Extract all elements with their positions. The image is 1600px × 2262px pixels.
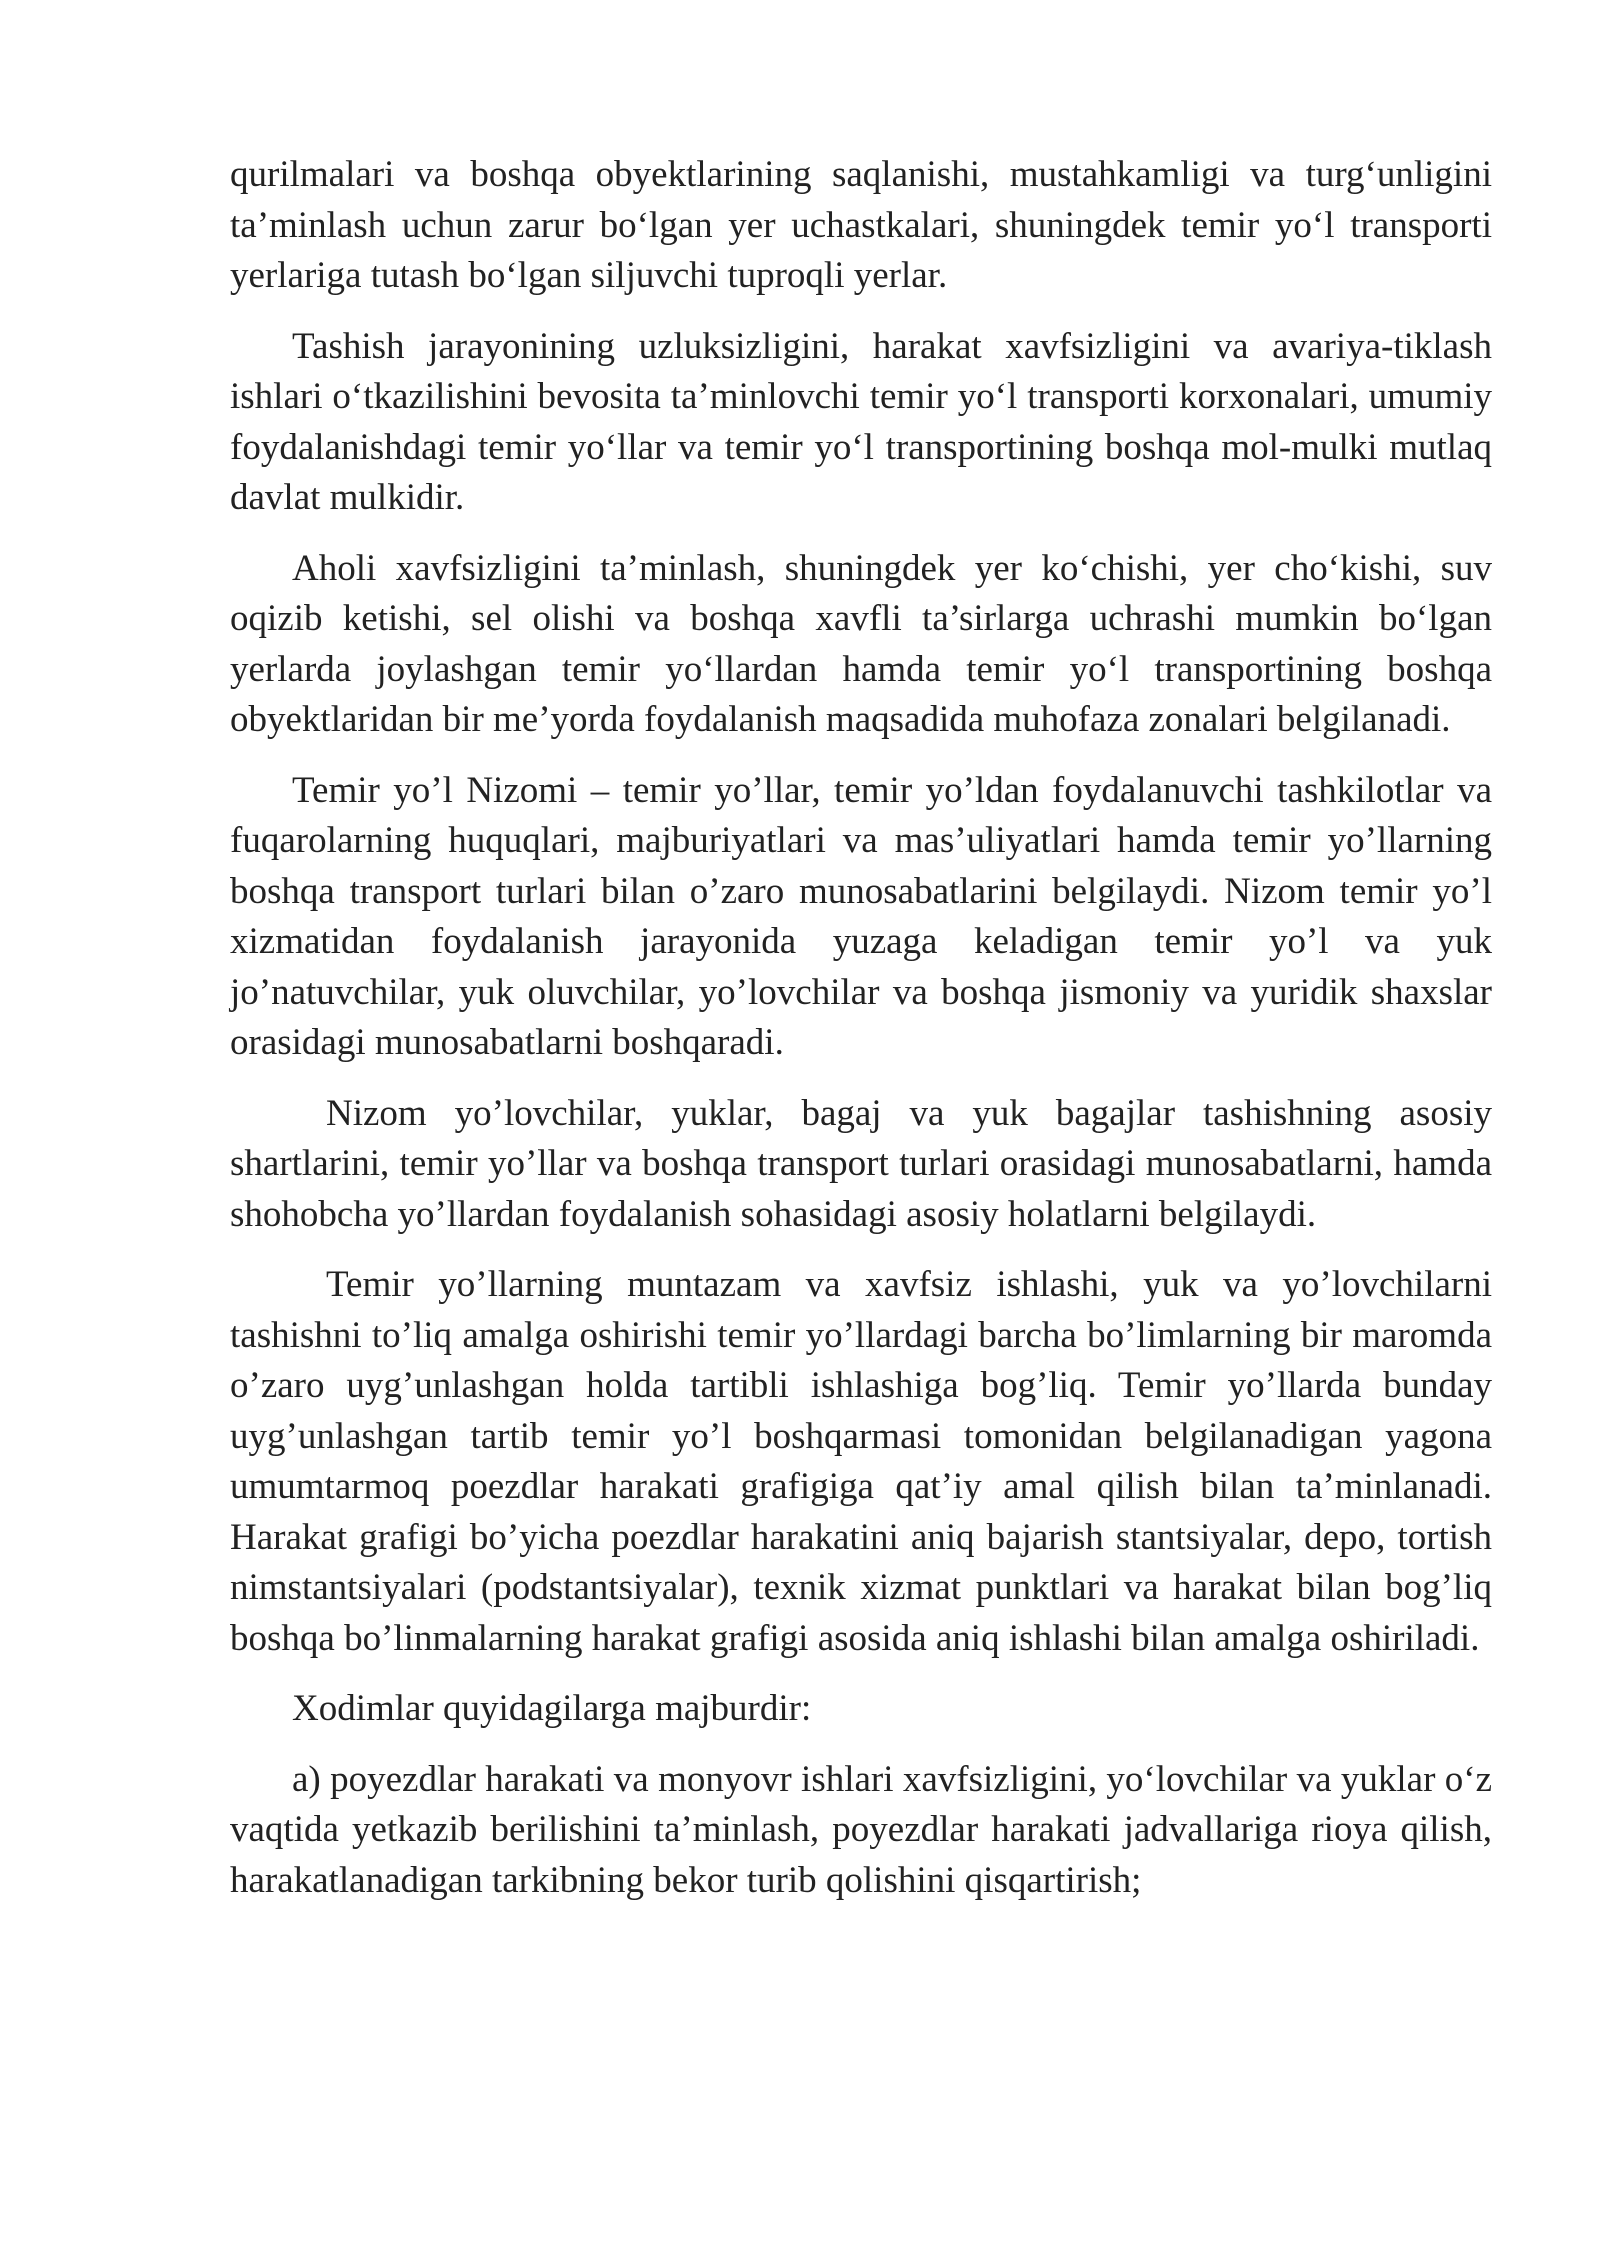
paragraph-staff-duties-intro: Xodimlar quyidagilarga majburdir: (292, 1688, 812, 1729)
paragraph-railway-statute: Temir yo’l Nizomi – temir yo’llar, temir yo’ldan foydalanuvchi tashkilotlar va fuqarolarning huquqlari, majburiyatlari va mas’uliyatlari hamda temir yo’llarning boshqa transport turlari bilan o’zaro munosabatlarini belgilaydi. Nizom temir yo’l xizmatidan foydalanish jarayonida yuzaga keladigan temir yo’l va yuk jo’natuvchilar, yuk oluvchilar, yo’lovchilar va boshqa jismoniy va yuridik shaxslar orasidagi munosabatlarni boshqaradi. (230, 769, 1492, 1063)
paragraph-safety-zones: Aholi xavfsizligini ta’minlash, shuningdek yer ko‘chishi, yer cho‘kishi, suv oqizib ketishi, sel olishi va boshqa xavfli ta’sirlarga uchrashi mumkin bo‘lgan yerlarda joylashgan temir yo‘llardan hamda temir yo‘l transportining boshqa obyektlaridan bir me’yorda foydalanish maqsadida muhofaza zonalari belgilanadi. (230, 547, 1492, 740)
paragraph-duty-a: a) poyezdlar harakati va monyovr ishlari xavfsizligini, yo‘lovchilar va yuklar o‘z vaqtida yetkazib berilishini ta’minlash, poyezdlar harakati jadvallariga rioya qilish, harakatlanadigan tarkibning bekor turib qolishini qisqartirish; (230, 1758, 1492, 1901)
document-page (230, 150, 1492, 1926)
paragraph-train-schedule: Temir yo’llarning muntazam va xavfsiz ishlashi, yuk va yo’lovchilarni tashishni to’liq amalga oshirishi temir yo’llardagi barcha bo’limlarning bir maromda o’zaro uyg’unlashgan holda tartibli ishlashiga bog’liq. Temir yo’llarda bunday uyg’unlashgan tartib temir yo’l boshqarmasi tomonidan belgilanadigan yagona umumtarmoq poezdlar harakati grafigiga qat’iy amal qilish bilan ta’minlanadi. Harakat grafigi bo’yicha poezdlar harakatini aniq bajarish stantsiyalar, depo, tortish nimstantsiyalari (podstantsiyalar), texnik xizmat punktlari va harakat bilan bog’liq boshqa bo’linmalarning harakat grafigi asosida aniq ishlashi bilan amalga oshiriladi. (230, 1264, 1492, 1659)
paragraph-continuation: qurilmalari va boshqa obyektlarining saqlanishi, mustahkamligi va turg‘unligini ta’minlash uchun zarur bo‘lgan yer uchastkalari, shuningdek temir yo‘l transporti yerlariga tutash bo‘lgan siljuvchi tuproqli yerlar. (230, 154, 1492, 296)
paragraph-property: Tashish jarayonining uzluksizligini, harakat xavfsizligini va avariya-tiklash ishlari o‘tkazilishini bevosita ta’minlovchi temir yo‘l transporti korxonalari, umumiy foydalanishdagi temir yo‘llar va temir yo‘l transportining boshqa mol-mulki mutlaq davlat mulkidir. (230, 325, 1492, 518)
paragraph-statute-conditions: Nizom yo’lovchilar, yuklar, bagaj va yuk bagajlar tashishning asosiy shartlarini, temir yo’llar va boshqa transport turlari orasidagi munosabatlarni, hamda shohobcha yo’llardan foydalanish sohasidagi asosiy holatlarni belgilaydi. (230, 1092, 1492, 1235)
